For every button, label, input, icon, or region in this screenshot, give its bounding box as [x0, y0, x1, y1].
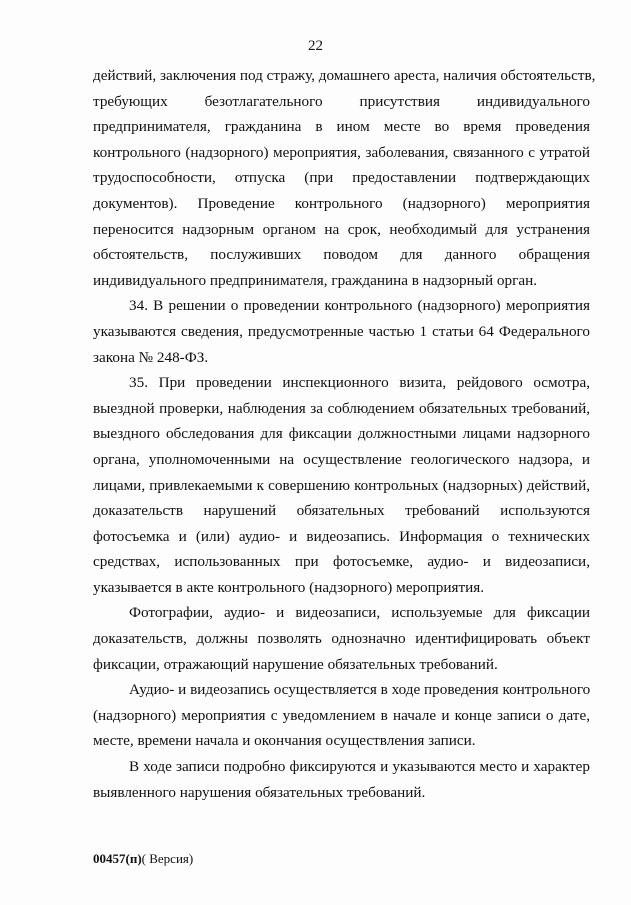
text-line: требующих безотлагательного присутствия индивидуального	[93, 92, 590, 110]
text-line: указываются сведения, предусмотренные частью 1 статьи 64 Федерального	[93, 322, 590, 340]
page-number: 22	[308, 38, 323, 54]
text-line: органа, уполномоченными на осуществление геологического надзора, и	[93, 450, 590, 468]
text-line: доказательств, должны позволять однозначно идентифицировать объект	[93, 630, 590, 648]
text-line: 35. При проведении инспекционного визита, рейдового осмотра,	[129, 374, 590, 392]
text-line: выездной проверки, наблюдения за соблюдением обязательных требований,	[93, 399, 590, 417]
text-line: закона № 248-ФЗ.	[93, 348, 209, 366]
text-line: выявленного нарушения обязательных требований.	[93, 783, 426, 801]
text-line: (надзорного) мероприятия с уведомлением в начале и конце записи о дате,	[93, 706, 590, 724]
text-line: переносится надзорным органом на срок, необходимый для устранения	[93, 220, 590, 238]
text-line: фотосъемка и (или) аудио- и видеозапись. Информация о технических	[93, 527, 590, 545]
text-line: обстоятельств, послуживших поводом для данного обращения	[93, 246, 590, 264]
text-line: трудоспособности, отпуска (при предоставлении подтверждающих	[93, 169, 590, 187]
text-line: указывается в акте контрольного (надзорного) мероприятия.	[93, 578, 485, 596]
text-line: контрольного (надзорного) мероприятия, заболевания, связанного с утратой	[93, 143, 590, 161]
text-line: документов). Проведение контрольного (надзорного) мероприятия	[93, 194, 590, 212]
text-line: фиксации, отражающий нарушение обязательных требований.	[93, 655, 498, 673]
text-line: 34. В решении о проведении контрольного (надзорного) мероприятия	[129, 297, 590, 315]
text-line: действий, заключения под стражу, домашнего ареста, наличия обстоятельств,	[93, 67, 596, 84]
text-line: доказательств нарушений обязательных требований используются	[93, 502, 590, 520]
text-line: индивидуального предпринимателя, гражданина в надзорный орган.	[93, 271, 537, 289]
text-line: предпринимателя, гражданина в ином месте во время проведения	[93, 118, 590, 136]
document-body	[93, 63, 596, 805]
text-line: Аудио- и видеозапись осуществляется в ходе проведения контрольного	[129, 681, 591, 699]
text-line: средствах, использованных при фотосъемке, аудио- и видеозаписи,	[93, 553, 590, 571]
text-line: Фотографии, аудио- и видеозаписи, используемые для фиксации	[129, 604, 590, 622]
text-line: лицами, привлекаемыми к совершению контрольных (надзорных) действий,	[93, 476, 590, 494]
footer-version-label: ( Версия)	[141, 851, 194, 866]
text-line: месте, времени начала и окончания осуществления записи.	[93, 732, 476, 750]
document-footer	[93, 851, 193, 867]
text-line: выездного обследования для фиксации должностными лицами надзорного	[93, 425, 590, 443]
footer-document-code: 00457(п)	[93, 851, 142, 866]
text-line: В ходе записи подробно фиксируются и указываются место и характер	[129, 758, 590, 776]
